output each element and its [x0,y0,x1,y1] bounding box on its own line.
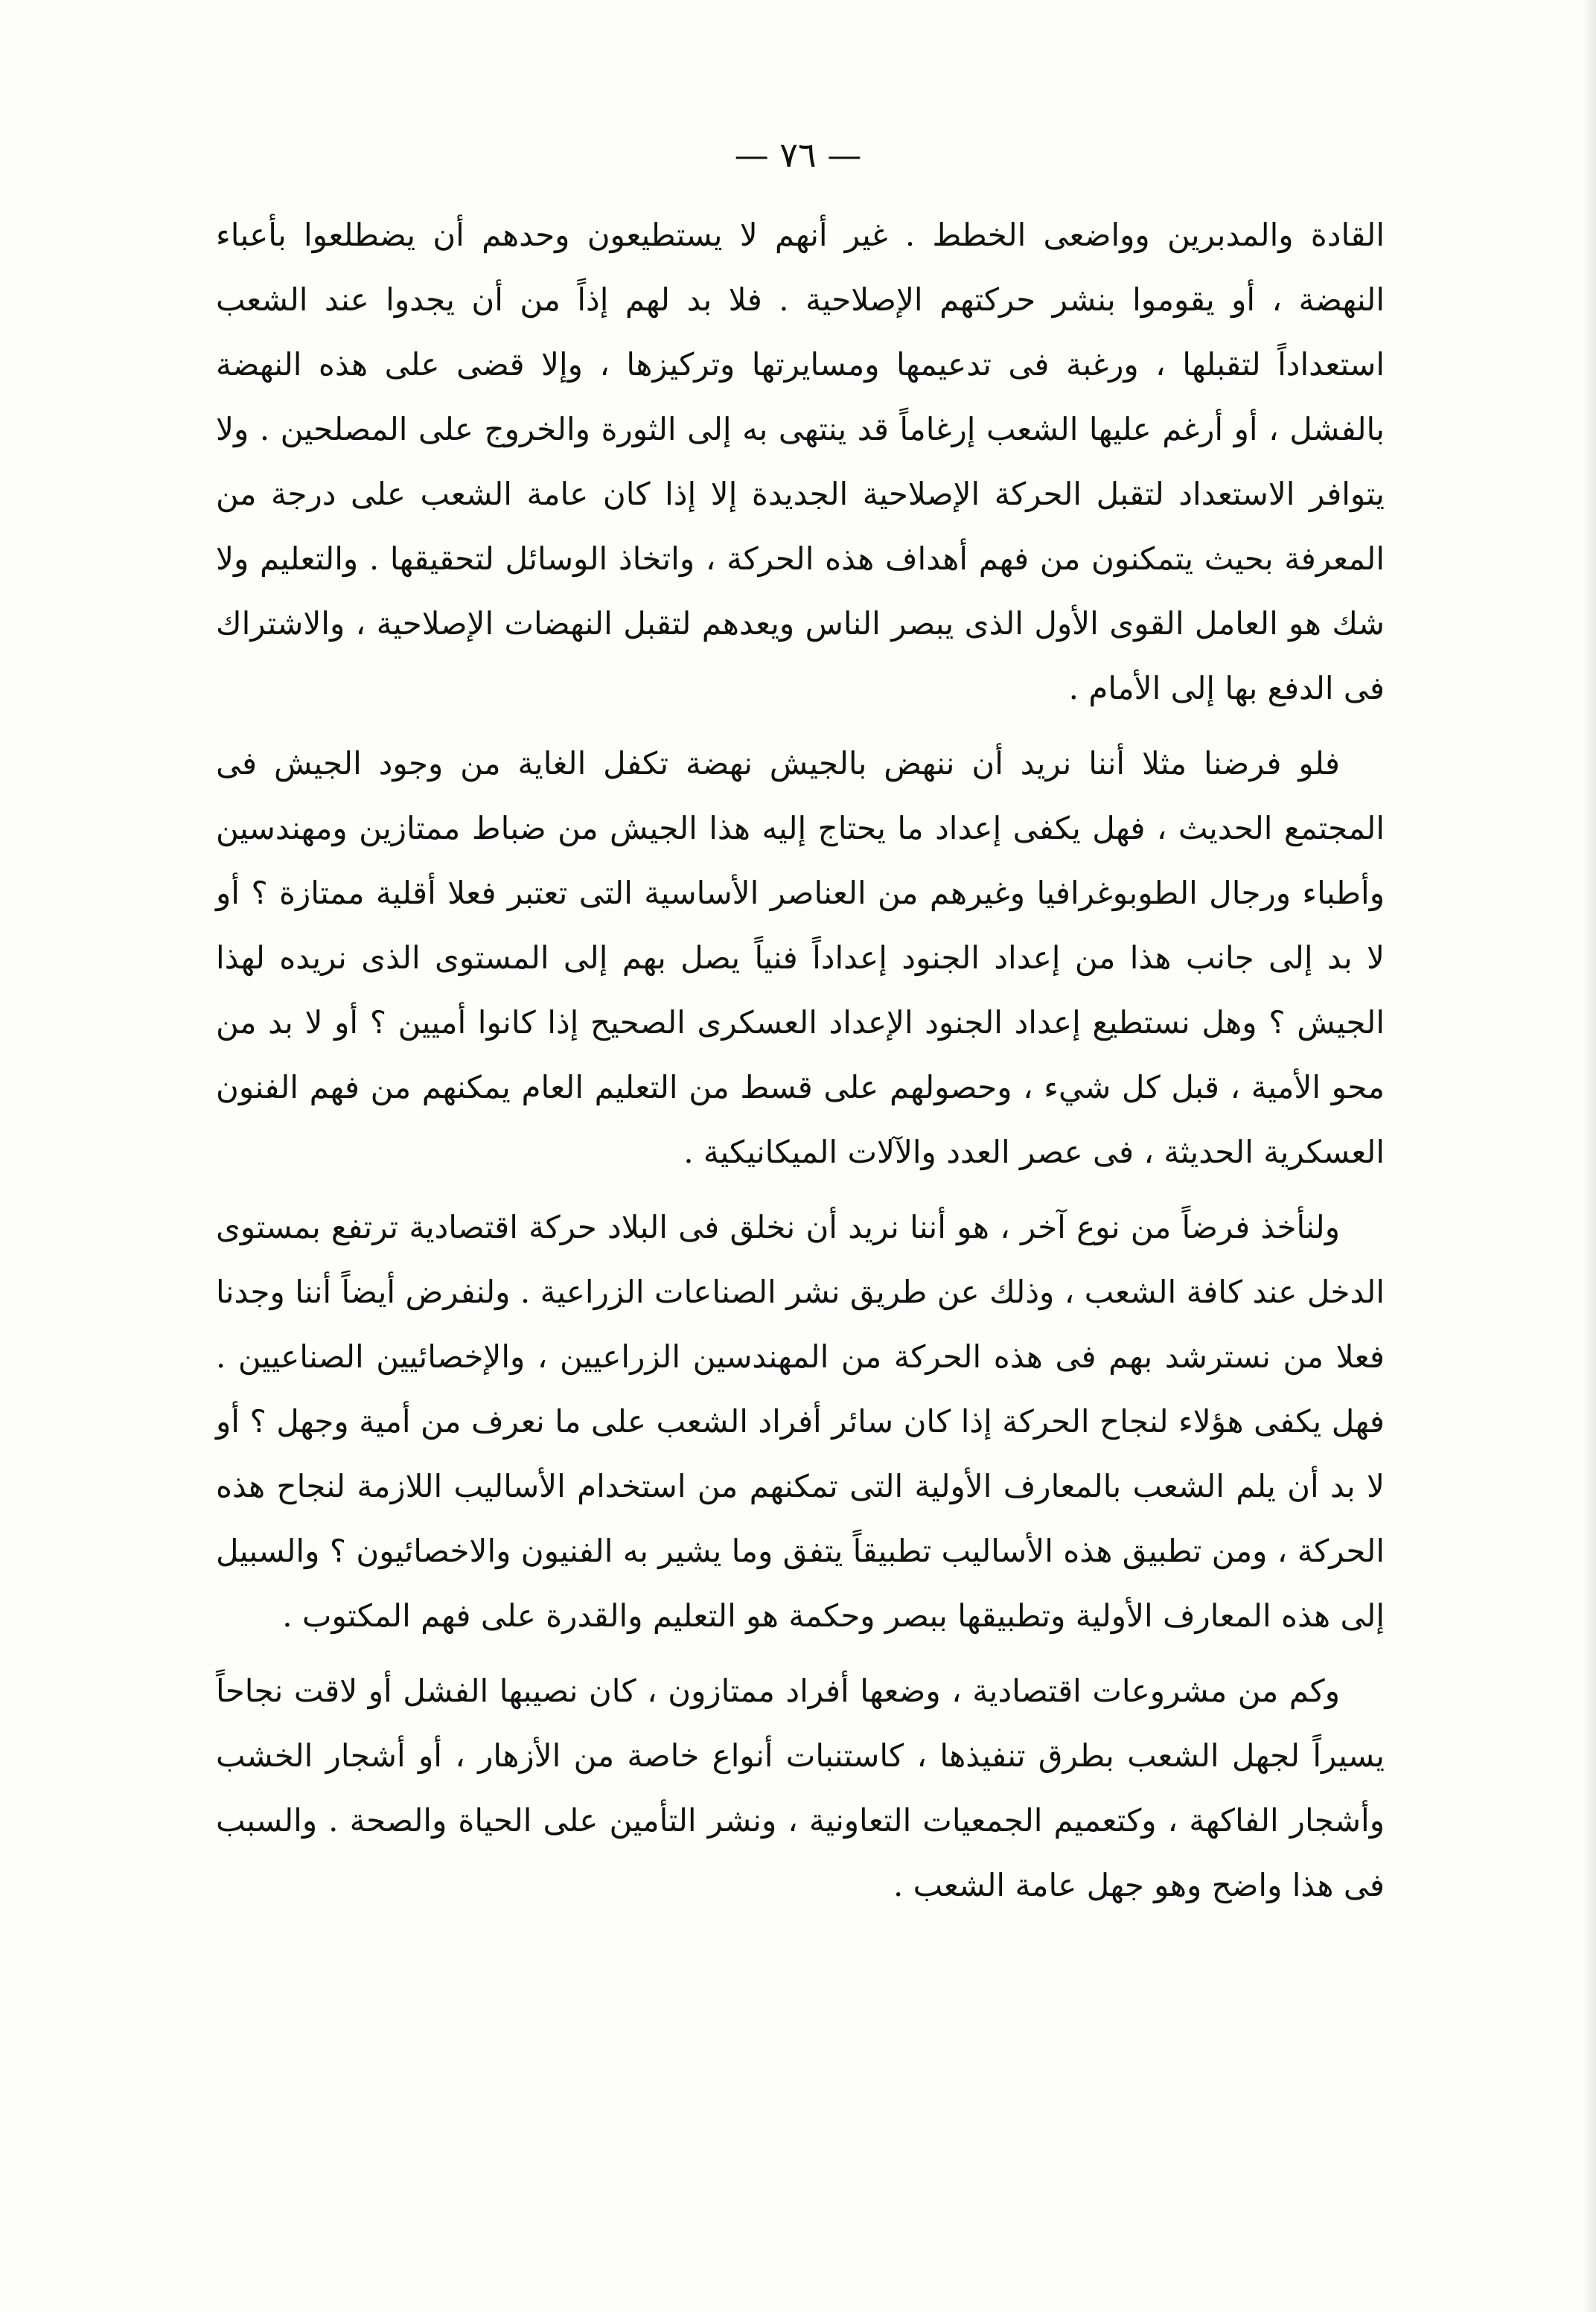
page-number: — ٧٦ — [734,135,862,175]
page-edge-shadow [1583,0,1596,2312]
paragraph-3: ولنأخذ فرضاً من نوع آخر ، هو أننا نريد أن نخلق فى البلاد حركة اقتصادية ترتفع بمستوى الدخل عند كافة الشعب ، وذلك عن طريق نشر الصناعات الزراعية . ولنفرض أيضاً أننا وجدنا فعلا من نسترشد بهم فى هذه الحركة من المهندسين الزراعيين ، والإخصائيين الصناعيين . فهل يكفى هؤلاء لنجاح الحركة إذا كان سائر أفراد الشعب على ما نعرف من أمية وجهل ؟ أو لا بد أن يلم الشعب بالمعارف الأولية التى تمكنهم من استخدام الأساليب اللازمة لنجاح هذه الحركة ، ومن تطبيق هذه الأساليب تطبيقاً يتفق وما يشير به الفنيون والاخصائيون ؟ والسبيل إلى هذه المعارف الأولية وتطبيقها ببصر وحكمة هو التعليم والقدرة على فهم المكتوب . [216,1209,1385,1634]
body-text [216,202,1385,1928]
paragraph-1: القادة والمدبرين وواضعى الخطط . غير أنهم لا يستطيعون وحدهم أن يضطلعوا بأعباء النهضة ، أو يقوموا بنشر حركتهم الإصلاحية . فلا بد لهم إذاً من أن يجدوا عند الشعب استعداداً لتقبلها ، ورغبة فى تدعيمها ومسايرتها وتركيزها ، وإلا قضى على هذه النهضة بالفشل ، أو أرغم عليها الشعب إرغاماً قد ينتهى به إلى الثورة والخروج على المصلحين . ولا يتوافر الاستعداد لتقبل الحركة الإصلاحية الجديدة إلا إذا كان عامة الشعب على درجة من المعرفة بحيث يتمكنون من فهم أهداف هذه الحركة ، واتخاذ الوسائل لتحقيقها . والتعليم ولا شك هو العامل القوى الأول الذى يبصر الناس ويعدهم لتقبل النهضات الإصلاحية ، والاشتراك فى الدفع بها إلى الأمام . [216,217,1385,706]
paragraph-4: وكم من مشروعات اقتصادية ، وضعها أفراد ممتازون ، كان نصيبها الفشل أو لاقت نجاحاً يسيراً لجهل الشعب بطرق تنفيذها ، كاستنبات أنواع خاصة من الأزهار ، أو أشجار الخشب وأشجار الفاكهة ، وكتعميم الجمعيات التعاونية ، ونشر التأمين على الحياة والصحة . والسبب فى هذا واضح وهو جهل عامة الشعب . [216,1673,1385,1903]
paragraph-2: فلو فرضنا مثلا أننا نريد أن ننهض بالجيش نهضة تكفل الغاية من وجود الجيش فى المجتمع الحديث ، فهل يكفى إعداد ما يحتاج إليه هذا الجيش من ضباط ممتازين ومهندسين وأطباء ورجال الطوبوغرافيا وغيرهم من العناصر الأساسية التى تعتبر فعلا أقلية ممتازة ؟ أو لا بد إلى جانب هذا من إعداد الجنود إعداداً فنياً يصل بهم إلى المستوى الذى نريده لهذا الجيش ؟ وهل نستطيع إعداد الجنود الإعداد العسكرى الصحيح إذا كانوا أميين ؟ أو لا بد من محو الأمية ، قبل كل شيء ، وحصولهم على قسط من التعليم العام يمكنهم من فهم الفنون العسكرية الحديثة ، فى عصر العدد والآلات الميكانيكية . [216,745,1385,1170]
